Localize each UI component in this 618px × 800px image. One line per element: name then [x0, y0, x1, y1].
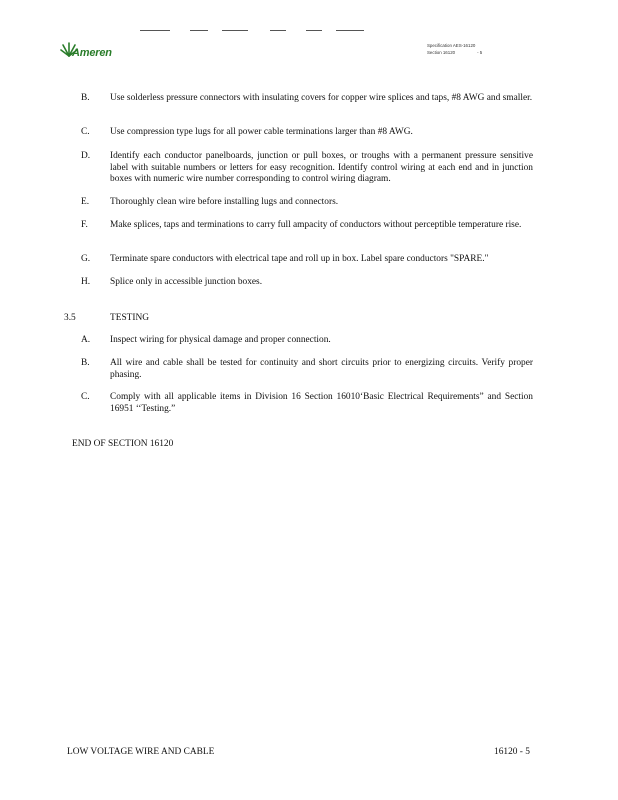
- item-letter: C.: [81, 392, 90, 402]
- item-letter: B.: [81, 358, 90, 368]
- item-letter: F.: [81, 220, 88, 230]
- section-info-row: [427, 49, 482, 56]
- item-letter: C.: [81, 127, 90, 137]
- end-of-section: END OF SECTION 16120: [72, 439, 174, 449]
- item-text: Inspect wiring for physical damage and proper connection.: [110, 335, 331, 345]
- item-text: Use solderless pressure connectors with insulating covers for copper wire splices and taps, #8 AWG and smaller.: [110, 93, 533, 103]
- spec-number: Specification AES-16120: [427, 43, 476, 48]
- section-title: TESTING: [110, 313, 150, 323]
- item-text: Comply with all applicable items in Division 16 Section 16010‘Basic Electrical Requirements” and Section 16951 ‘‘Testing.”: [110, 392, 533, 414]
- item-text: Use compression type lugs for all power cable terminations larger than #8 AWG.: [110, 127, 413, 137]
- item-letter: H.: [81, 277, 91, 287]
- ameren-logo: [60, 41, 120, 63]
- item-letter: E.: [81, 197, 90, 207]
- logo-wordmark: Ameren: [72, 47, 112, 59]
- footer-page-number: 16120 - 5: [494, 747, 530, 757]
- item-text: Make splices, taps and terminations to carry full ampacity of conductors without perceptible temperature rise.: [110, 220, 522, 230]
- section-number-label: Section 16120: [427, 50, 456, 55]
- item-text: Splice only in accessible junction boxes.: [110, 277, 263, 287]
- item-letter: D.: [81, 151, 91, 161]
- item-letter: B.: [81, 93, 90, 103]
- item-text: Thoroughly clean wire before installing lugs and connectors.: [110, 197, 339, 207]
- footer-title: LOW VOLTAGE WIRE AND CABLE: [67, 747, 215, 757]
- item-letter: G.: [81, 254, 91, 264]
- item-letter: A.: [81, 335, 91, 345]
- item-text: Terminate spare conductors with electrical tape and roll up in box. Label spare conductors "SPARE.": [110, 254, 489, 264]
- header-page-number: - 5: [477, 50, 483, 55]
- item-text: All wire and cable shall be tested for continuity and short circuits prior to energizing circuits. Verify proper phasing.: [110, 358, 533, 380]
- header-rule-lines: [140, 30, 370, 32]
- section-number: 3.5: [64, 313, 76, 323]
- item-text: Identify each conductor panelboards, junction or pull boxes, or troughs with a permanent pressure sensitive label with suitable numbers or letters for easy recognition. Identify control wiring at each end and in junction boxes with numeric wire number corresponding to control wiring diagram.: [110, 151, 533, 184]
- spec-info: [427, 42, 482, 56]
